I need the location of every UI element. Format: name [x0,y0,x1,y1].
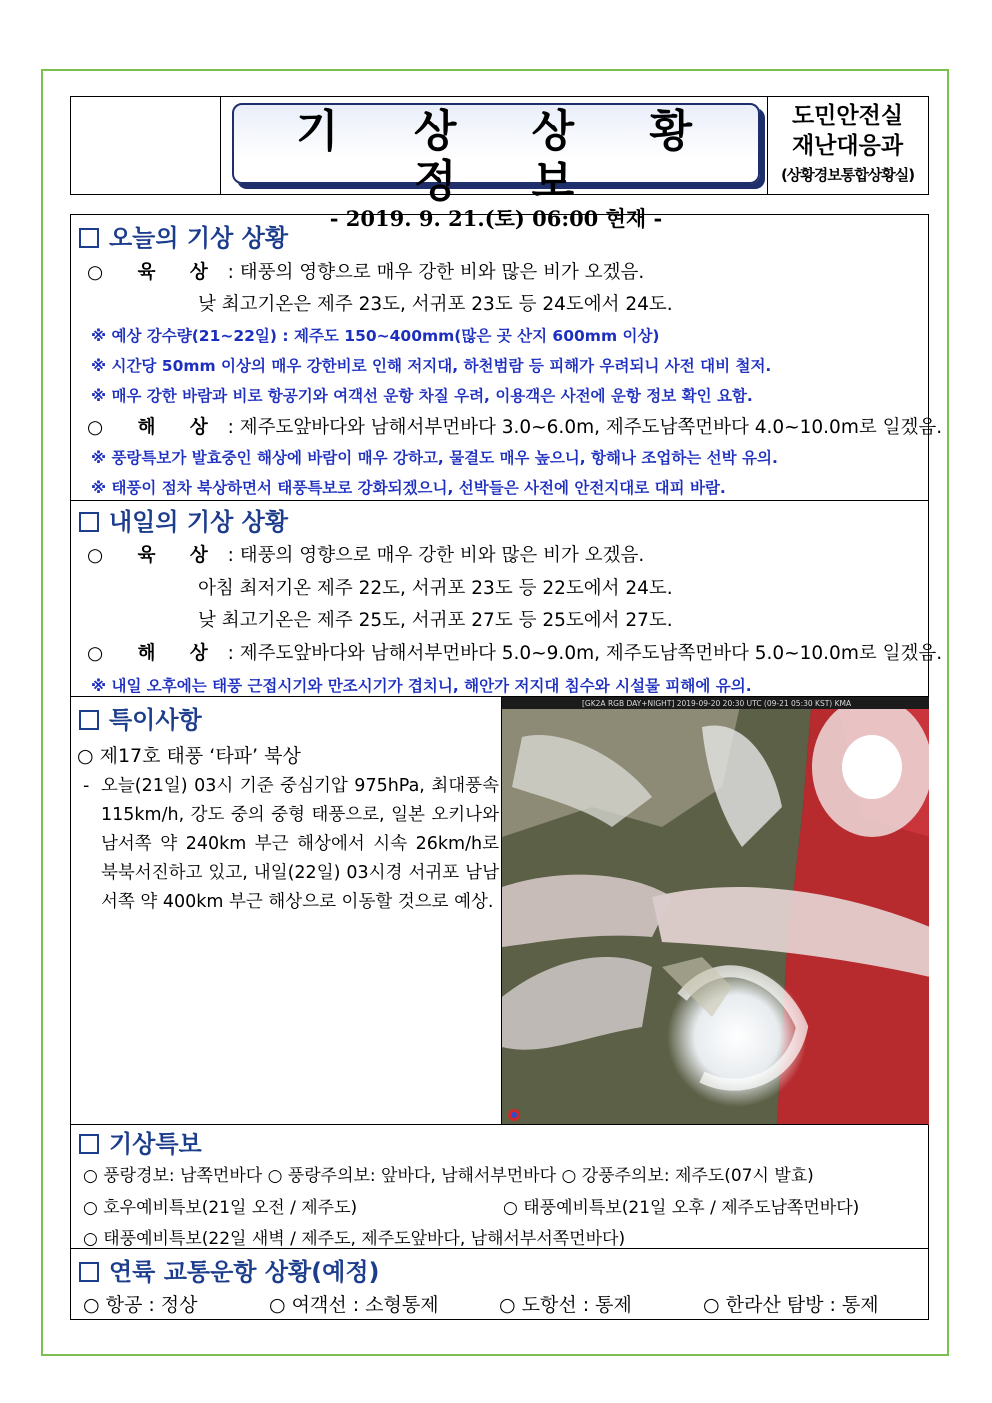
today-note-heavy-rain: ※ 시간당 50mm 이상의 매우 강한비로 인해 저지대, 하천범람 등 피해가 우려되니 사전 대비 철저. [91,357,772,375]
divider [71,1248,928,1249]
traffic-ferry: ○ 여객선 : 소형통제 [269,1294,439,1316]
header-left-cell [71,97,221,194]
tomorrow-land-min-temp: 아침 최저기온 제주 22도, 서귀포 23도 등 22도에서 24도. [198,578,673,599]
satellite-caption: [GK2A RGB DAY+NIGHT] 2019-09-20 20:30 UTC (09-21 05:30 KST) KMA [582,699,852,708]
checkbox-icon [79,512,99,532]
dept-line-3: (상황경보통합상황실) [780,166,915,184]
checkbox-icon [79,1134,99,1154]
traffic-hallasan: ○ 한라산 탐방 : 통제 [703,1294,879,1316]
warning-line-1: ○ 풍랑경보: 남쪽먼바다 ○ 풍랑주의보: 앞바다, 남해서부먼바다 ○ 강풍주의보: 제주도(07시 발효) [83,1166,814,1186]
traffic-air: ○ 항공 : 정상 [83,1294,198,1316]
dept-line-2: 재난대응과 [791,133,904,159]
section-tomorrow-heading: 내일의 기상 상황 [79,502,288,537]
tomorrow-note: ※ 내일 오후에는 태풍 근접시기와 만조시기가 겹치니, 해안가 저지대 침수와 시설물 피해에 유의. [91,677,752,695]
tomorrow-land-max-temp: 낮 최고기온은 제주 25도, 서귀포 27도 등 25도에서 27도. [198,610,673,631]
report-header [70,96,929,231]
warning-line-3: ○ 태풍예비특보(22일 새벽 / 제주도, 제주도앞바다, 남해서부서쪽먼바다) [83,1229,626,1249]
today-sea: ○ 해 상 : 제주도앞바다와 남해서부먼바다 3.0~6.0m, 제주도남쪽먼바다 4.0~10.0m로 일겠음. [87,417,943,438]
typhoon-detail: 오늘(21일) 03시 기준 중심기압 975hPa, 최대풍속 115km/h, 강도 중의 중형 태풍으로, 일본 오키나와 남서쪽 약 240km 부근 해상에서 시속 26km/h로 북북서진하고 있고, 내일(22일) 03시경 서귀포 남남서쪽 약 400km 부근 해상으로 이동할 것으로 예상. [101,776,499,912]
today-note-rain: ※ 예상 강수량(21~22일) : 제주도 150~400mm(많은 곳 산지 600mm 이상) [91,327,660,345]
today-note-wave: ※ 풍랑특보가 발효중인 해상에 바람이 매우 강하고, 물결도 매우 높으니, 항해나 조업하는 선박 유의. [91,449,778,467]
section-today-heading: 오늘의 기상 상황 [79,218,288,253]
today-land: ○ 육 상 : 태풍의 영향으로 매우 강한 비와 많은 비가 오겠음. [87,262,645,283]
checkbox-icon [79,710,99,730]
department [767,97,928,186]
report-date: - 2019. 9. 21.(토) 06:00 현재 - [329,206,663,231]
tomorrow-sea: ○ 해 상 : 제주도앞바다와 남해서부먼바다 5.0~9.0m, 제주도남쪽먼바다 5.0~10.0m로 일겠음. [87,643,943,664]
section-special-heading: 특이사항 [79,700,202,735]
typhoon-item: ○ 제17호 태풍 ‘타파’ 북상 [77,745,301,767]
title-box [232,103,760,231]
section-warnings-heading: 기상특보 [79,1124,202,1159]
today-land-temp: 낮 최고기온은 제주 23도, 서귀포 23도 등 24도에서 24도. [198,294,673,315]
checkbox-icon [79,228,99,248]
section-traffic-heading: 연륙 교통운항 상황(예정) [79,1252,380,1287]
warning-line-2a: ○ 호우예비특보(21일 오전 / 제주도) [83,1198,358,1218]
dept-line-1: 도민안전실 [791,103,904,129]
report-title: 기 상 상 황 정 보 [296,106,722,207]
satellite-image [501,697,929,1125]
divider [71,500,928,501]
detail-dash: - [83,776,90,796]
today-note-transport: ※ 매우 강한 바람과 비로 항공기와 여객선 운항 차질 우려, 이용객은 사전에 운항 정보 확인 요함. [91,387,753,405]
warning-line-2b: ○ 태풍예비특보(21일 오후 / 제주도남쪽먼바다) [503,1198,860,1218]
tomorrow-land: ○ 육 상 : 태풍의 영향으로 매우 강한 비와 많은 비가 오겠음. [87,545,645,566]
traffic-island-ship: ○ 도항선 : 통제 [499,1294,632,1316]
report-body [70,214,943,1320]
today-note-typhoon: ※ 태풍이 점차 북상하면서 태풍특보로 강화되겠으니, 선박들은 사전에 안전지대로 대피 바람. [91,479,726,497]
checkbox-icon [79,1262,99,1282]
